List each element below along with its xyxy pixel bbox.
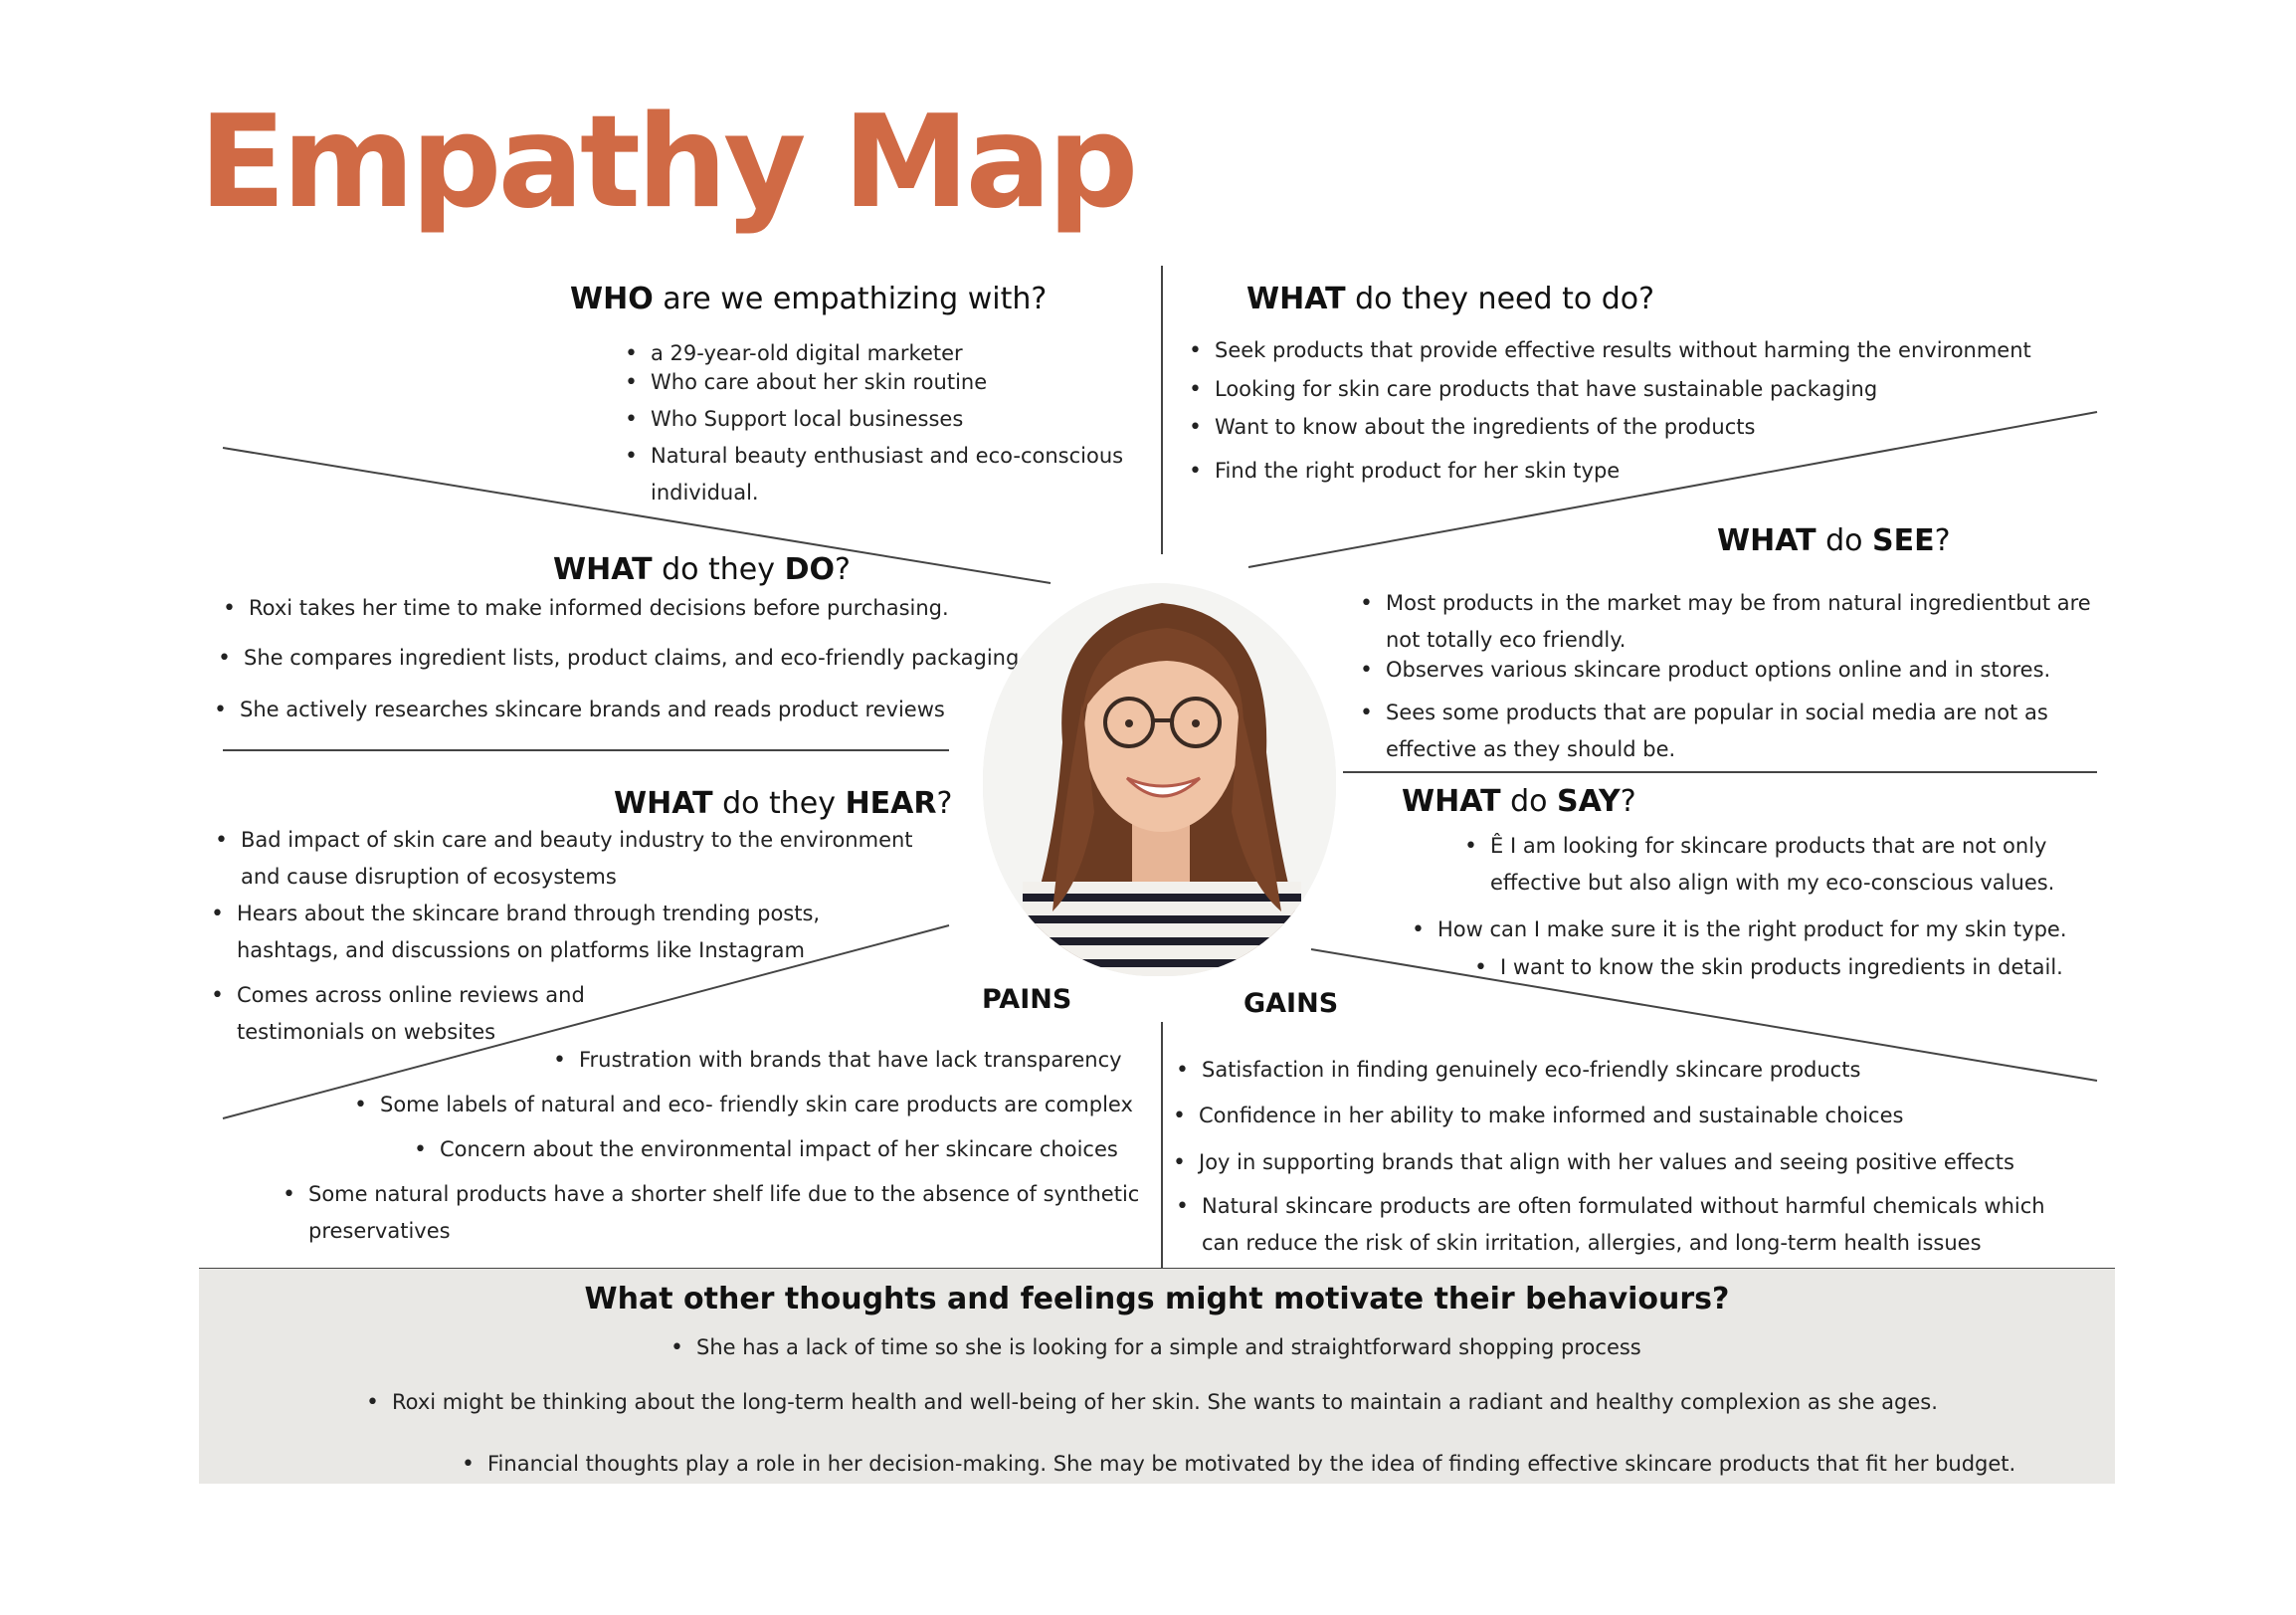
who-item: • Natural beauty enthusiast and eco-conscious [651, 438, 1123, 475]
need-heading-bold: WHAT [1246, 282, 1346, 316]
who-heading [570, 282, 1047, 316]
say-item-continued: effective but also align with my eco-conscious values. [1490, 871, 2055, 895]
persona-avatar [983, 583, 1336, 976]
hear-item: • Comes across online reviews and [237, 977, 585, 1014]
who-heading-rest: are we empathizing with? [653, 282, 1048, 316]
gains-item: • Satisfaction in finding genuinely eco-friendly skincare products [1202, 1052, 1860, 1089]
who-item: • Who Support local businesses [651, 401, 963, 438]
hear-item: • Hears about the skincare brand through trending posts, [237, 896, 820, 932]
other-thoughts-panel [199, 1269, 2115, 1484]
who-item: • a 29-year-old digital marketer [651, 335, 963, 372]
hear-item-continued: hashtags, and discussions on platforms like Instagram [237, 938, 805, 962]
who-heading-bold: WHO [570, 282, 654, 316]
persona-portrait-illustration [983, 583, 1336, 976]
see-heading: WHAT do SEE? [1717, 523, 1951, 558]
see-item-continued: effective as they should be. [1386, 737, 1676, 761]
do-heading: WHAT do they DO? [553, 552, 851, 587]
need-item: • Seek products that provide effective results without harming the environment [1215, 332, 2031, 369]
other-thoughts-item: • Roxi might be thinking about the long-term health and well-being of her skin. She wants to maintain a radiant and healthy complexion as she ages. [392, 1384, 1938, 1421]
gains-item: • Confidence in her ability to make informed and sustainable choices [1199, 1098, 1903, 1134]
other-thoughts-item: • She has a lack of time so she is looking for a simple and straightforward shopping process [696, 1329, 1641, 1366]
page-title: Empathy Map [199, 89, 1135, 237]
need-heading [1246, 282, 1654, 316]
pains-label: PAINS [982, 984, 1072, 1015]
see-item: • Most products in the market may be from natural ingredientbut are [1386, 585, 2091, 622]
need-item: • Looking for skin care products that have sustainable packaging [1215, 371, 1877, 408]
pains-item-continued: preservatives [308, 1219, 451, 1243]
say-heading: WHAT do SAY? [1402, 784, 1636, 819]
see-item-continued: not totally eco friendly. [1386, 628, 1626, 652]
gains-item: • Natural skincare products are often formulated without harmful chemicals which [1202, 1188, 2045, 1225]
gains-item-continued: can reduce the risk of skin irritation, allergies, and long-term health issues [1202, 1231, 1982, 1255]
need-item: • Find the right product for her skin type [1215, 453, 1620, 490]
pains-item: • Frustration with brands that have lack transparency [579, 1042, 1122, 1079]
hear-item: • Bad impact of skin care and beauty industry to the environment [241, 822, 913, 859]
need-heading-rest: do they need to do? [1345, 282, 1655, 316]
gains-item: • Joy in supporting brands that align with her values and seeing positive effects [1199, 1144, 2014, 1181]
gains-label: GAINS [1244, 988, 1339, 1019]
need-item: • Want to know about the ingredients of the products [1215, 409, 1755, 446]
do-item: • She actively researches skincare brands and reads product reviews [240, 692, 945, 728]
do-item: • Roxi takes her time to make informed decisions before purchasing. [249, 590, 949, 627]
hear-heading: WHAT do they HEAR? [614, 786, 953, 821]
see-item: • Sees some products that are popular in social media are not as [1386, 695, 2048, 731]
say-item: • I want to know the skin products ingredients in detail. [1500, 949, 2063, 986]
pains-item: • Some natural products have a shorter shelf life due to the absence of synthetic [308, 1176, 1139, 1213]
say-item: • Ê I am looking for skincare products that are not only [1490, 828, 2046, 865]
pains-item: • Some labels of natural and eco- friendly skin care products are complex [380, 1087, 1133, 1123]
say-item: • How can I make sure it is the right product for my skin type. [1437, 911, 2067, 948]
other-thoughts-item: • Financial thoughts play a role in her decision-making. She may be motivated by the idea of finding effective skincare products that fit her budget. [487, 1446, 2015, 1483]
who-item-continued: individual. [651, 481, 759, 505]
pains-item: • Concern about the environmental impact of her skincare choices [440, 1131, 1118, 1168]
who-item: • Who care about her skin routine [651, 364, 987, 401]
see-item: • Observes various skincare product options online and in stores. [1386, 652, 2050, 689]
other-thoughts-heading: What other thoughts and feelings might motivate their behaviours? [584, 1282, 1730, 1316]
do-item: • She compares ingredient lists, product claims, and eco-friendly packaging [244, 640, 1019, 677]
hear-item-continued: and cause disruption of ecosystems [241, 865, 617, 889]
hear-item-continued: testimonials on websites [237, 1020, 496, 1044]
